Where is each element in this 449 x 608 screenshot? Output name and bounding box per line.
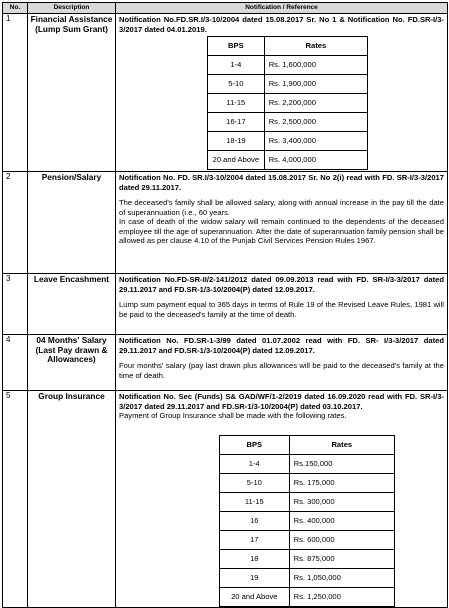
rate-cell: Rs. 4,000,000 <box>264 151 367 170</box>
row-reference <box>116 335 448 391</box>
rates-header-rates: Rates <box>264 37 367 56</box>
rates-row <box>220 530 395 549</box>
rates-row <box>208 113 368 132</box>
rate-cell: Rs. 3,400,000 <box>264 132 367 151</box>
rates-row <box>220 568 395 587</box>
bps-cell: 19 <box>220 568 290 587</box>
body-text: The deceased's family shall be allowed salary, along with annual increase in the pay till the date of superannuation (i.e., 60 years. <box>119 198 444 217</box>
bps-cell: 5-10 <box>208 75 265 94</box>
notification-text: Notification No. FD. SR.I/3-10/2004 dated 15.08.2017 Sr. No 2(i) read with FD. SR-I/3-3/2017 dated 29.11.2017. <box>119 173 444 192</box>
row-number: 5 <box>3 391 28 608</box>
rates-table <box>219 435 395 607</box>
row-description: 04 Months' Salary (Last Pay drawn & Allowances) <box>28 335 116 391</box>
table-row <box>3 335 448 391</box>
bps-cell: 20 and Above <box>208 151 265 170</box>
rates-row <box>208 94 368 113</box>
rates-row <box>208 132 368 151</box>
notification-text: Notification No. Sec (Funds) S& GAD/WF/1-2/2019 dated 16.09.2020 read with FD. SR-I/3-3/2017 dated 29.11.2017 and FD.SR-1/3-10/2004(P) dated 03.10.2017. <box>119 392 444 411</box>
bps-cell: 1-4 <box>208 56 265 75</box>
row-number: 2 <box>3 172 28 274</box>
rate-cell: Rs. 400,000 <box>289 511 394 530</box>
rates-row <box>220 549 395 568</box>
rates-header-bps: BPS <box>208 37 265 56</box>
row-reference <box>116 172 448 274</box>
rate-cell: Rs. 300,000 <box>289 492 394 511</box>
body-text: Lump sum payment equal to 365 days in terms of Rule 19 of the Revised Leave Rules, 1981 will be paid to the deceased's family at the time of death. <box>119 300 444 319</box>
rates-row <box>220 492 395 511</box>
table-row <box>3 391 448 608</box>
rates-row <box>220 473 395 492</box>
row-description: Financial Assistance (Lump Sum Grant) <box>28 14 116 172</box>
bps-cell: 18-19 <box>208 132 265 151</box>
notification-text: Notification No. FD.SR-1-3/99 dated 01.07.2002 read with FD. SR- I/3-3/2017 dated 29.11.2017 and FD.SR-1/3-10/2004(P) dated 12.09.2017. <box>119 336 444 355</box>
row-description: Pension/Salary <box>28 172 116 274</box>
rate-cell: Rs.150,000 <box>289 454 394 473</box>
rate-cell: Rs. 1,900,000 <box>264 75 367 94</box>
bps-cell: 5-10 <box>220 473 290 492</box>
bps-cell: 11-15 <box>208 94 265 113</box>
row-number: 3 <box>3 274 28 335</box>
rates-header-bps: BPS <box>220 435 290 454</box>
rate-cell: Rs. 875,000 <box>289 549 394 568</box>
row-description: Group Insurance <box>28 391 116 608</box>
rates-row <box>220 454 395 473</box>
rates-header-row <box>220 435 395 454</box>
benefits-table <box>2 2 448 608</box>
rates-row <box>220 587 395 606</box>
rate-cell: Rs. 600,000 <box>289 530 394 549</box>
bps-cell: 18 <box>220 549 290 568</box>
rate-cell: Rs. 1,050,000 <box>289 568 394 587</box>
body-text: In case of death of the widow salary will remain continued to the dependents of the deceased employee till the age of superannuation. After the date of superannuation family pension shall be allowed as per clause 4.10 of the Punjab Civil Services Pension Rules 1967. <box>119 217 444 245</box>
bps-cell: 16-17 <box>208 113 265 132</box>
row-description: Leave Encashment <box>28 274 116 335</box>
row-reference <box>116 391 448 608</box>
header-no: No. <box>3 3 28 14</box>
rate-cell: Rs. 2,500,000 <box>264 113 367 132</box>
header-reference: Notification / Reference <box>116 3 448 14</box>
bps-cell: 1-4 <box>220 454 290 473</box>
bps-cell: 17 <box>220 530 290 549</box>
row-number: 4 <box>3 335 28 391</box>
row-number: 1 <box>3 14 28 172</box>
rates-header-row <box>208 37 368 56</box>
rates-row <box>208 56 368 75</box>
table-row <box>3 274 448 335</box>
rates-row <box>208 151 368 170</box>
rates-header-rates: Rates <box>289 435 394 454</box>
row-reference <box>116 274 448 335</box>
bps-cell: 20 and Above <box>220 587 290 606</box>
table-header-row <box>3 3 448 14</box>
notification-text: Notification No.FD-SR-II/2-141/2012 dated 09.09.2013 read with FD. SR-I/3-3/2017 dated 29.11.2017 and FD.SR-1/3-10/2004(P) dated 12.09.2017. <box>119 275 444 294</box>
body-text: Payment of Group Insurance shall be made with the following rates. <box>119 411 347 420</box>
rate-cell: Rs. 2,200,000 <box>264 94 367 113</box>
bps-cell: 16 <box>220 511 290 530</box>
rates-row <box>220 511 395 530</box>
rate-cell: Rs. 1,600,000 <box>264 56 367 75</box>
header-description: Description <box>28 3 116 14</box>
row-reference <box>116 14 448 172</box>
table-row <box>3 172 448 274</box>
rate-cell: Rs. 175,000 <box>289 473 394 492</box>
rate-cell: Rs. 1,250,000 <box>289 587 394 606</box>
table-row <box>3 14 448 172</box>
body-text: Four months' salary (pay last drawn plus allowances will be paid to the deceased's family at the time of death. <box>119 361 444 380</box>
bps-cell: 11-15 <box>220 492 290 511</box>
notification-text: Notification No.FD.SR.I/3-10/2004 dated 15.08.2017 Sr. No 1 & Notification No. FD.SR-I/3-3/2017 dated 04.01.2019. <box>119 15 444 34</box>
rates-table <box>207 36 368 170</box>
rates-row <box>208 75 368 94</box>
